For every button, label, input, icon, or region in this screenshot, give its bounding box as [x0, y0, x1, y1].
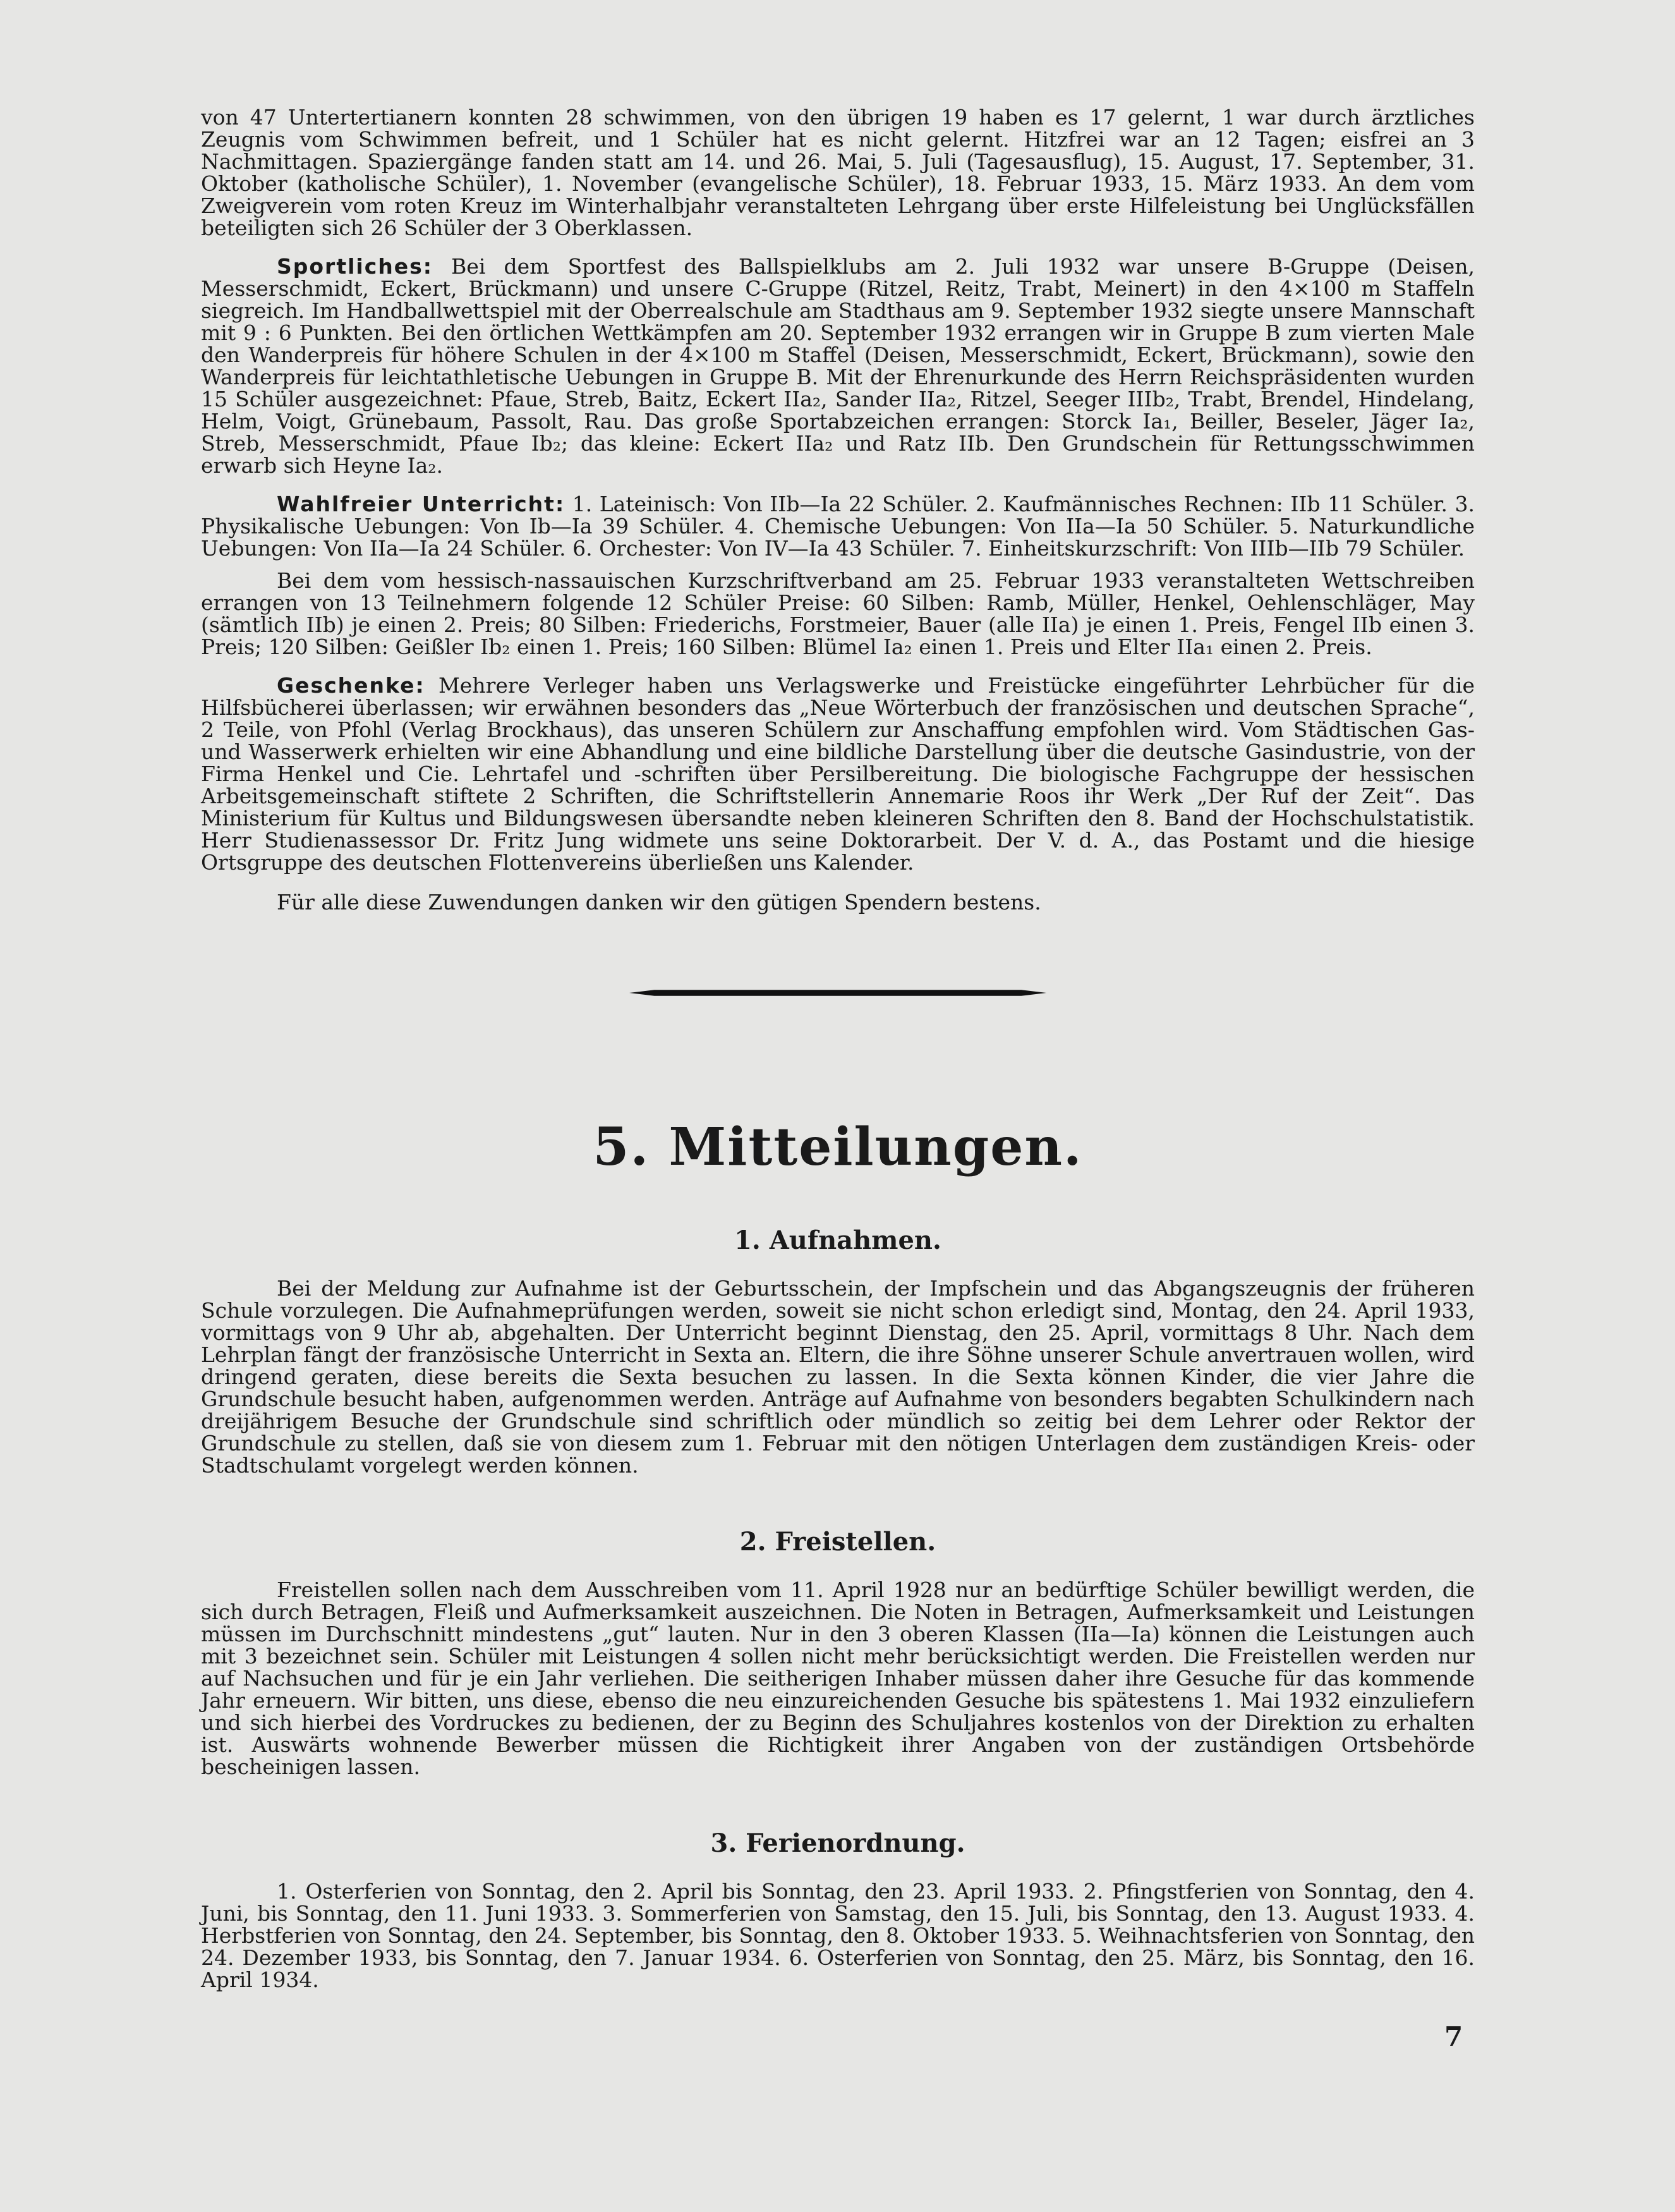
- gifts-paragraph: [201, 674, 1475, 873]
- gifts-text: Mehrere Verleger haben uns Verlagswerke und Freistücke eingeführter Lehrbücher für die Hilfsbücherei überlassen; wir erwähnen besonders das „Neue Wörterbuch der französischen und deutschen Sprache“, 2 Teile, von Pfohl (Verlag Brockhaus), das unseren Schülern zur Anschaffung empfohlen wird. Vom Städtischen Gas- und Wasserwerk erhielten wir eine Abhandlung und eine bildliche Darstellung über die deutsche Gasindustrie, von der Firma Henkel und Cie. Lehrtafel und -schriften über Persilbereitung. Die biologische Fachgruppe der hessischen Arbeitsgemeinschaft stiftete 2 Schriften, die Schriftstellerin Annemarie Roos ihr Werk „Der Ruf der Zeit“. Das Ministerium für Kultus und Bildungswesen übersandte neben kleineren Schriften den 8. Band der Hochschulstatistik. Herr Studienassessor Dr. Fritz Jung widmete uns seine Doktorarbeit. Der V. d. A., das Postamt und die hiesige Ortsgruppe des deutschen Flottenvereins überließen uns Kalender.: [201, 673, 1475, 875]
- sports-text: Bei dem Sportfest des Ballspielklubs am 2. Juli 1932 war unsere B-Gruppe (Deisen, Messerschmidt, Eckert, Brückmann) und unsere C-Gruppe (Ritzel, Reitz, Trabt, Meinert) in den 4×100 m Staffeln siegreich. Im Handballwettspiel mit der Oberrealschule am Stadthaus am 9. September 1932 siegte unsere Mannschaft mit 9 : 6 Punkten. Bei den örtlichen Wettkämpfen am 20. September 1932 errangen wir in Gruppe B zum vierten Male den Wanderpreis für höhere Schulen in der 4×100 m Staffel (Deisen, Messerschmidt, Eckert, Brückmann), sowie den Wanderpreis für leichtathletische Uebungen in Gruppe B. Mit der Ehrenurkunde des Herrn Reichspräsidenten wurden 15 Schüler ausgezeichnet: Pfaue, Streb, Baitz, Eckert IIa₂, Sander IIa₂, Ritzel, Seeger IIIb₂, Trabt, Brendel, Hindelang, Helm, Voigt, Grünebaum, Passolt, Rau. Das große Sportabzeichen errangen: Storck Ia₁, Beiller, Beseler, Jäger Ia₂, Streb, Messerschmidt, Pfaue Ib₂; das kleine: Eckert IIa₂ und Ratz IIb. Den Grundschein für Rettungsschwimmen erwarb sich Heyne Ia₂.: [201, 254, 1475, 478]
- gifts-lead: Geschenke:: [277, 673, 425, 698]
- section-divider: [201, 989, 1475, 1002]
- freeplaces-heading: 2. Freistellen.: [739, 1527, 936, 1557]
- holidays-paragraph: 1. Osterferien von Sonntag, den 2. April bis Sonntag, den 23. April 1933. 2. Pfingstferien von Sonntag, den 4. Juni, bis Sonntag, den 11. Juni 1933. 3. Sommerferien von Samstag, den 15. Juli, bis Sonntag, den 13. August 1933. 4. Herbstferien von Sonntag, den 24. September, bis Sonntag, den 8. Oktober 1933. 5. Weihnachtsferien von Sonntag, den 24. Dezember 1933, bis Sonntag, den 7. Januar 1934. 6. Osterferien von Sonntag, den 25. März, bis Sonntag, den 16. April 1934.: [201, 1879, 1475, 1992]
- admissions-heading: 1. Aufnahmen.: [734, 1225, 941, 1255]
- elective-text: 1. Lateinisch: Von IIb—Ia 22 Schüler. 2. Kaufmännisches Rechnen: IIb 11 Schüler. 3. Physikalische Uebungen: Von Ib—Ia 39 Schüler. 4. Chemische Uebungen: Von IIa—Ia 50 Schüler. 5. Naturkundliche Uebungen: Von IIa—Ia 24 Schüler. 6. Orchester: Von IV—Ia 43 Schüler. 7. Einheitskurzschrift: Von IIIb—IIb 79 Schüler.: [201, 492, 1475, 561]
- holidays-heading: 3. Ferienordnung.: [710, 1828, 965, 1858]
- divider-rule: [629, 989, 1046, 997]
- shorthand-paragraph: Bei dem vom hessisch-nassauischen Kurzschriftverband am 25. Februar 1933 veranstalteten Wettschreiben errangen von 13 Teilnehmern folgende 12 Schüler Preise: 60 Silben: Ramb, Müller, Henkel, Oehlenschläger, May (sämtlich IIb) je einen 2. Preis; 80 Silben: Friederichs, Forstmeier, Bauer (alle IIa) je einen 1. Preis, Fengel IIb einen 3. Preis; 120 Silben: Geißler Ib₂ einen 1. Preis; 160 Silben: Blümel Ia₂ einen 1. Preis und Elter IIa₁ einen 2. Preis.: [201, 568, 1475, 659]
- freeplaces-paragraph: Freistellen sollen nach dem Ausschreiben vom 11. April 1928 nur an bedürftige Schüler bewilligt werden, die sich durch Betragen, Fleiß und Aufmerksamkeit auszeichnen. Die Noten in Betragen, Aufmerksamkeit und Leistungen müssen im Durchschnitt mindestens „gut“ lauten. Nur in den 3 oberen Klassen (IIa—Ia) können die Leistungen auch mit 3 bezeichnet sein. Schüler mit Leistungen 4 sollen nicht mehr berücksichtigt werden. Die Freistellen werden nur auf Nachsuchen und für je ein Jahr verliehen. Die seitherigen Inhaber müssen daher ihre Gesuche für das kommende Jahr erneuern. Wir bitten, uns diese, ebenso die neu einzureichenden Gesuche bis spätestens 1. Mai 1932 einzuliefern und sich hierbei des Vordruckes zu bedienen, der zu Beginn des Schuljahres kostenlos von der Direktion zu erhalten ist. Auswärts wohnende Bewerber müssen die Richtigkeit ihrer Angaben von der zuständigen Ortsbehörde bescheinigen lassen.: [201, 1577, 1475, 1779]
- sports-paragraph: [201, 255, 1475, 477]
- elective-lead: Wahlfreier Unterricht:: [277, 492, 565, 516]
- elective-paragraph: [201, 493, 1475, 559]
- swimming-paragraph: von 47 Untertertianern konnten 28 schwimmen, von den übrigen 19 haben es 17 gelernt, 1 war durch ärztliches Zeugnis vom Schwimmen befreit, und 1 Schüler hat es nicht gelernt. Hitzfrei war an 12 Tagen; eisfrei an 3 Nachmittagen. Spaziergänge fanden statt am 14. und 26. Mai, 5. Juli (Tagesausflug), 15. August, 17. September, 31. Oktober (katholische Schüler), 1. November (evangelische Schüler), 18. Februar 1933, 15. März 1933. An dem vom Zweigverein vom roten Kreuz im Winterhalbjahr veranstalteten Lehrgang über erste Hilfeleistung bei Unglücksfällen beteiligten sich 26 Schüler der 3 Oberklassen.: [201, 105, 1475, 240]
- thanks-paragraph: Für alle diese Zuwendungen danken wir den gütigen Spendern bestens.: [277, 890, 1041, 915]
- section-title: 5. Mitteilungen.: [593, 1117, 1083, 1177]
- sports-lead: Sportliches:: [277, 254, 433, 279]
- document-page: [201, 106, 1475, 2192]
- page-number: 7: [1444, 2021, 1463, 2052]
- admissions-paragraph: Bei der Meldung zur Aufnahme ist der Geburtsschein, der Impfschein und das Abgangszeugnis der früheren Schule vorzulegen. Die Aufnahmeprüfungen werden, soweit sie nicht schon erledigt sind, Montag, den 24. April 1933, vormittags von 9 Uhr ab, abgehalten. Der Unterricht beginnt Dienstag, den 25. April, vormittags 8 Uhr. Nach dem Lehrplan fängt der französische Unterricht in Sexta an. Eltern, die ihre Söhne unserer Schule anvertrauen wollen, wird dringend geraten, diese bereits die Sexta besuchen zu lassen. In die Sexta können Kinder, die vier Jahre die Grundschule besucht haben, aufgenommen werden. Anträge auf Aufnahme von besonders begabten Schulkindern nach dreijährigem Besuche der Grundschule sind schriftlich oder mündlich so zeitig bei dem Lehrer oder Rektor der Grundschule zu stellen, daß sie von diesem zum 1. Februar mit den nötigen Unterlagen dem zuständigen Kreis- oder Stadtschulamt vorgelegt werden können.: [201, 1276, 1475, 1478]
